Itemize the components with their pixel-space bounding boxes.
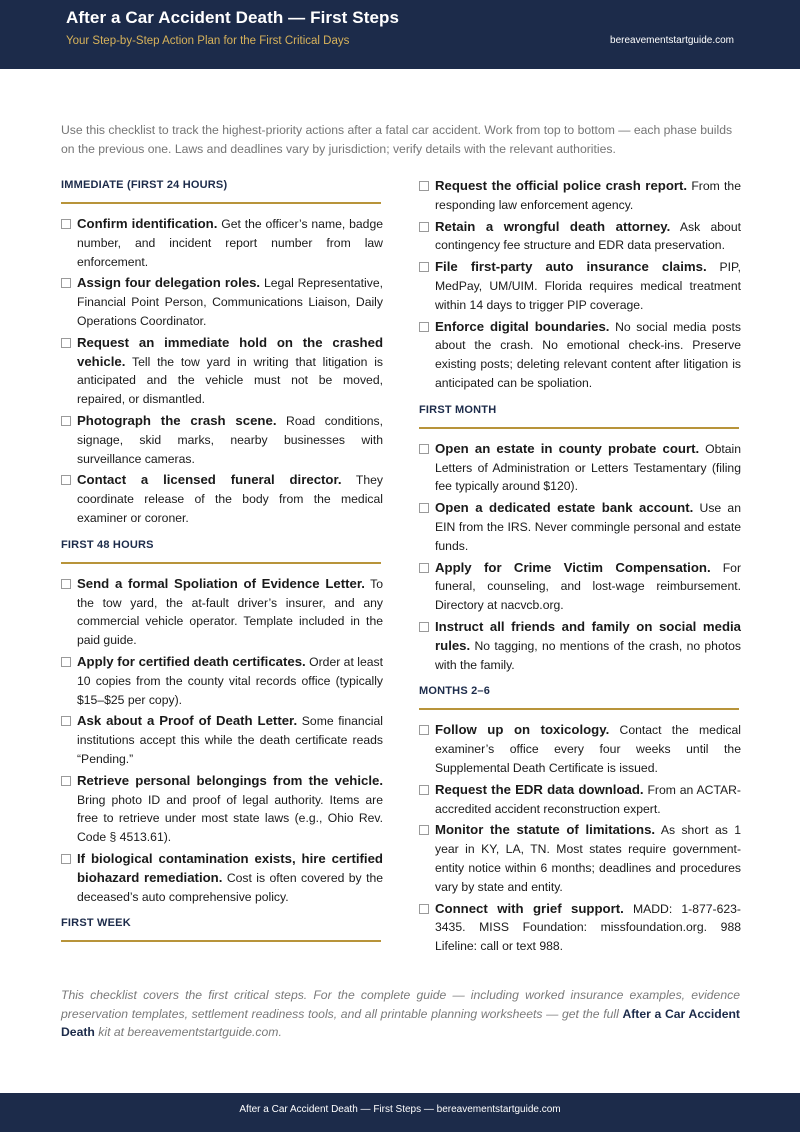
item-text: For funeral, counseling, and lost-wage reimbursement. Directory at nacvcb.org. — [435, 560, 741, 613]
checklist-item — [419, 721, 741, 777]
checkbox[interactable] — [419, 725, 429, 735]
checklist-item — [419, 177, 741, 215]
checkbox[interactable] — [419, 181, 429, 191]
checklist-item — [61, 274, 383, 330]
item-lead: Ask about a Proof of Death Letter. — [77, 713, 298, 729]
item-text: Obtain Letters of Administration or Letters Testamentary (filing fee typically around $120). — [435, 441, 742, 494]
item-lead: If biological contamination exists, hire certified biohazard remediation. — [77, 850, 383, 885]
item-lead: Enforce digital boundaries. — [435, 318, 610, 334]
section-heading-months-2-6: MONTHS 2–6 — [419, 685, 491, 698]
item-lead: Apply for certified death certificates. — [77, 653, 306, 669]
checkbox[interactable] — [61, 716, 71, 726]
checklist-item — [61, 471, 383, 527]
item-text: They coordinate release of the body from the medical examiner or coroner. — [77, 473, 383, 525]
item-text: Tell the tow yard in writing that litigation is anticipated and the vehicle must not be moved, repaired, or dismantled. — [77, 354, 383, 407]
section-divider — [61, 202, 381, 204]
checklist-item — [61, 412, 383, 468]
checkbox[interactable] — [61, 657, 71, 667]
left-column — [61, 177, 383, 953]
item-lead: Instruct all friends and family on social media rules. — [435, 618, 741, 653]
footer-text: After a Car Accident Death — First Steps — bereavementstartguide.com — [239, 1104, 561, 1115]
header-site-link[interactable]: bereavementstartguide.com — [610, 35, 734, 46]
item-text: From an ACTAR-accredited accident reconstruction expert. — [435, 782, 741, 816]
checklist-item — [419, 618, 741, 674]
item-text: PIP, MedPay, UM/UIM. Florida requires medical treatment within 14 days to trigger PIP coverage. — [435, 260, 741, 312]
checkbox[interactable] — [61, 219, 71, 229]
checklist-item — [61, 215, 383, 271]
checklist-item — [61, 653, 383, 709]
item-lead: File first-party auto insurance claims. — [435, 259, 707, 275]
checkbox[interactable] — [61, 854, 71, 864]
checklist-item — [419, 318, 741, 393]
item-text: Some financial institutions accept this while the death certificate reads “Pending.” — [77, 714, 383, 766]
item-text: Road conditions, signage, skid marks, nearby businesses with surveillance cameras. — [77, 413, 383, 466]
item-lead: Open an estate in county probate court. — [435, 440, 700, 456]
checklist-item — [61, 712, 383, 768]
right-column — [419, 177, 741, 959]
intro-paragraph: Use this checklist to track the highest-priority actions after a fatal car accident. Work from top to bottom — each phase builds on the previous one. Laws and deadlines vary by jurisdiction; verify details with the relevant authorities. — [61, 123, 733, 156]
section-heading-first-week: FIRST WEEK — [61, 917, 131, 930]
item-lead: Connect with grief support. — [435, 900, 624, 916]
checklist-item — [61, 575, 383, 650]
item-text: From the responding law enforcement agency. — [435, 179, 741, 212]
checklist-item — [419, 821, 741, 896]
document-title: After a Car Accident Death — First Steps — [66, 8, 400, 27]
item-lead: Follow up on toxicology. — [435, 722, 610, 738]
item-lead: Retain a wrongful death attorney. — [435, 218, 671, 234]
checkbox[interactable] — [419, 444, 429, 454]
item-text: To the tow yard, the at-fault driver’s insurer, and any commercial vehicle operator. Template included in the paid guide. — [77, 576, 383, 648]
checkbox[interactable] — [419, 222, 429, 232]
item-text: MADD: 1-877-623-3435. MISS Foundation: missfoundation.org. 988 Lifeline: call or text 988. — [435, 901, 741, 954]
checklist-item — [419, 440, 741, 496]
checkbox[interactable] — [419, 622, 429, 632]
item-text: Legal Representative, Financial Point Person, Communications Liaison, Daily Operations Coordinator. — [77, 276, 383, 328]
checkbox[interactable] — [419, 563, 429, 573]
checkbox[interactable] — [61, 416, 71, 426]
checklist-item — [61, 772, 383, 847]
checklist-item — [419, 499, 741, 555]
checkbox[interactable] — [61, 475, 71, 485]
checkbox[interactable] — [61, 579, 71, 589]
item-text: No tagging, no mentions of the crash, no photos with the family. — [435, 638, 742, 672]
item-lead: Send a formal Spoliation of Evidence Letter. — [77, 575, 365, 591]
checkbox[interactable] — [61, 278, 71, 288]
checklist-item — [61, 334, 383, 409]
item-lead: Open a dedicated estate bank account. — [435, 500, 694, 516]
item-lead: Confirm identification. — [77, 216, 218, 231]
checkbox[interactable] — [419, 322, 429, 332]
item-text: Get the officer’s name, badge number, and incident report number from law enforcement. — [77, 217, 384, 269]
checkbox[interactable] — [419, 503, 429, 513]
checklist-item — [419, 900, 741, 956]
item-text: As short as 1 year in KY, LA, TN. Most states require government-entity notice within 6 months; deadlines and procedures vary by state and entity. — [435, 823, 741, 894]
checklist-item — [419, 258, 741, 314]
checkbox[interactable] — [419, 904, 429, 914]
item-text: Ask about contingency fee structure and EDR data preservation. — [435, 219, 741, 253]
document-subtitle: Your Step-by-Step Action Plan for the First Critical Days — [66, 35, 350, 47]
checklist-item — [419, 559, 741, 615]
item-lead: Assign four delegation roles. — [77, 275, 261, 291]
checkbox[interactable] — [61, 338, 71, 348]
section-divider — [419, 427, 739, 429]
item-lead: Request an immediate hold on the crashed vehicle. — [77, 334, 383, 369]
item-text: No social media posts about the crash. No emotional check-ins. Preserve existing posts; deleting relevant content after litigation is anticipated can be spoliation. — [435, 319, 742, 390]
checklist-item — [419, 218, 741, 256]
section-divider — [419, 708, 739, 710]
item-lead: Photograph the crash scene. — [77, 412, 277, 428]
item-lead: Retrieve personal belongings from the vehicle. — [77, 772, 383, 788]
item-text: Cost is often covered by the deceased’s auto comprehensive policy. — [77, 870, 384, 904]
item-text: Order at least 10 copies from the county vital records office (typically $15–$25 per copy). — [77, 654, 383, 707]
closing-note — [61, 986, 740, 1042]
item-lead: Monitor the statute of limitations. — [435, 822, 656, 838]
section-divider — [61, 562, 381, 564]
item-text: Bring photo ID and proof of legal authority. Items are free to retrieve under most state laws (e.g., Ohio Rev. Code § 4513.61). — [77, 792, 383, 845]
item-lead: Request the EDR data download. — [435, 781, 644, 797]
closing-note-tail: kit at bereavementstartguide.com. — [94, 1025, 282, 1039]
checklist-item — [419, 781, 741, 819]
section-divider — [61, 940, 381, 942]
item-lead: Contact a licensed funeral director. — [77, 472, 342, 488]
page-header — [0, 0, 800, 69]
section-heading-first-month: FIRST MONTH — [419, 403, 497, 416]
page-footer — [0, 1093, 800, 1132]
item-lead: Request the official police crash report. — [435, 178, 688, 193]
section-heading-immediate: IMMEDIATE (FIRST 24 HOURS) — [61, 179, 228, 191]
checklist-item — [61, 850, 383, 906]
item-text: Contact the medical examiner’s office every four weeks until the Supplemental Death Certificate is issued. — [435, 723, 742, 775]
section-heading-first-48-hours: FIRST 48 HOURS — [61, 538, 154, 551]
checkbox[interactable] — [419, 785, 429, 795]
item-text: Use an EIN from the IRS. Never commingle personal and estate funds. — [435, 501, 741, 553]
closing-note-text: This checklist covers the first critical steps. For the complete guide — including worked insurance examples, evidence preservation templates, settlement readiness tools, and all printable planning worksheets — get the full — [61, 988, 740, 1021]
item-lead: Apply for Crime Victim Compensation. — [435, 559, 711, 575]
checkbox[interactable] — [61, 776, 71, 786]
checkbox[interactable] — [419, 262, 429, 272]
closing-note-product-name: After a Car Accident Death — [61, 1006, 740, 1039]
checkbox[interactable] — [419, 825, 429, 835]
